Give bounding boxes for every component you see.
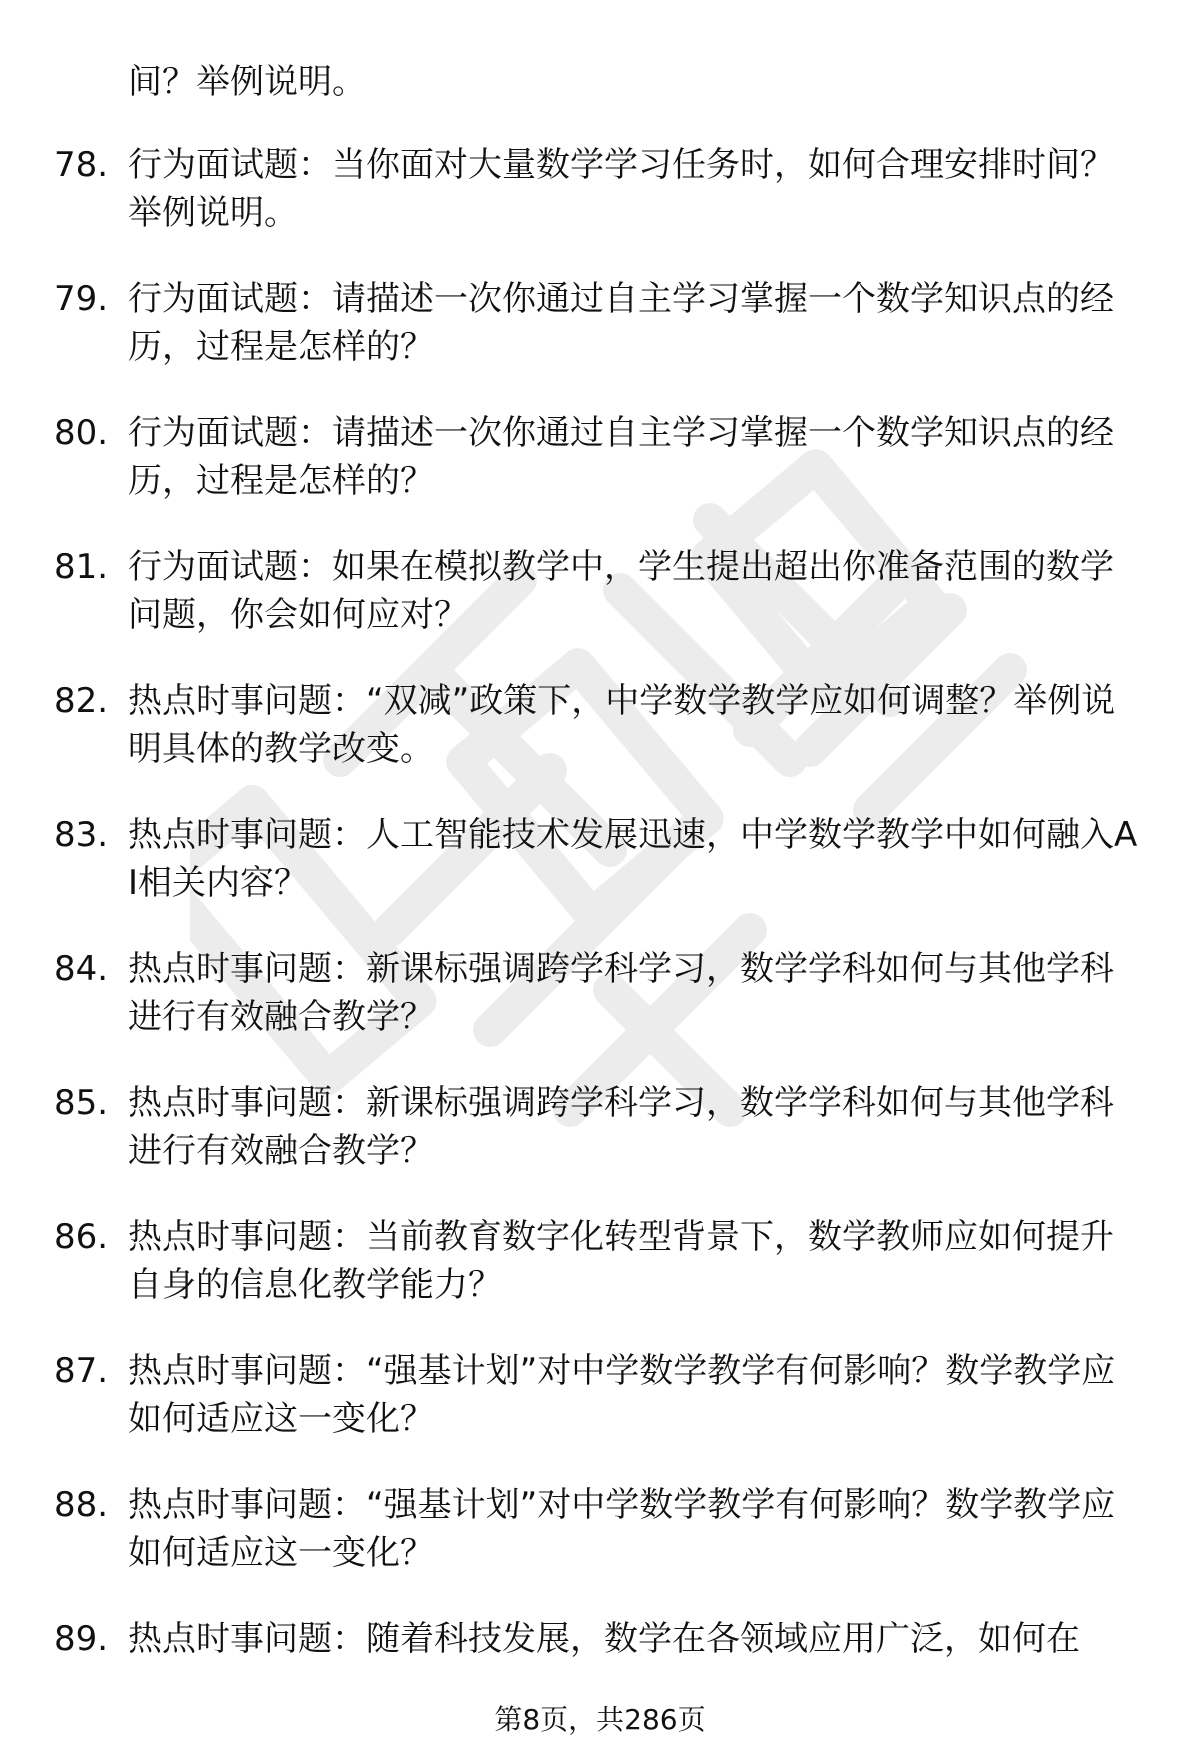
item-number: 83. — [54, 815, 109, 855]
list-item — [0, 141, 1200, 275]
item-text: 行为面试题：请描述一次你通过自主学习掌握一个数学知识点的经历，过程是怎样的？ — [128, 279, 1114, 367]
list-item — [0, 1481, 1200, 1615]
item-number: 85. — [54, 1083, 109, 1123]
item-text: 热点时事问题：当前教育数字化转型背景下，数学教师应如何提升自身的信息化教学能力？ — [128, 1217, 1114, 1305]
item-number: 78. — [54, 145, 109, 185]
item-number: 88. — [54, 1485, 109, 1525]
item-number: 79. — [54, 279, 109, 319]
item-number: 82. — [54, 681, 109, 721]
list-item — [0, 275, 1200, 409]
list-item — [0, 1213, 1200, 1347]
item-text: 行为面试题：如果在模拟教学中，学生提出超出你准备范围的数学问题，你会如何应对？ — [128, 547, 1114, 635]
list-item — [0, 811, 1200, 945]
item-text: 行为面试题：请描述一次你通过自主学习掌握一个数学知识点的经历，过程是怎样的？ — [128, 413, 1114, 501]
list-item — [0, 677, 1200, 811]
item-number: 86. — [54, 1217, 109, 1257]
page-footer: 第8页，共286页 — [494, 1703, 706, 1736]
item-number: 81. — [54, 547, 109, 587]
list-item — [0, 1347, 1200, 1481]
item-number: 89. — [54, 1619, 109, 1659]
question-list — [0, 141, 1200, 1749]
list-item — [0, 1079, 1200, 1213]
item-number: 84. — [54, 949, 109, 989]
item-number: 87. — [54, 1351, 109, 1391]
list-item — [0, 409, 1200, 543]
item-text: 热点时事问题：人工智能技术发展迅速，中学数学教学中如何融入AI相关内容？ — [128, 815, 1138, 903]
item-text: 热点时事问题：“强基计划”对中学数学教学有何影响？数学教学应如何适应这一变化？ — [128, 1351, 1116, 1439]
item-text: 行为面试题：当你面对大量数学学习任务时，如何合理安排时间？举例说明。 — [128, 145, 1114, 233]
continuation-text: 间？举例说明。 — [128, 62, 366, 102]
list-item — [0, 543, 1200, 677]
item-text: 热点时事问题：新课标强调跨学科学习，数学学科如何与其他学科进行有效融合教学？ — [128, 949, 1114, 1037]
item-text: 热点时事问题：随着科技发展，数学在各领域应用广泛，如何在 — [128, 1619, 1080, 1659]
item-text: 热点时事问题：“双减”政策下，中学数学教学应如何调整？举例说明具体的教学改变。 — [128, 681, 1116, 769]
item-number: 80. — [54, 413, 109, 453]
list-item — [0, 945, 1200, 1079]
item-text: 热点时事问题：“强基计划”对中学数学教学有何影响？数学教学应如何适应这一变化？ — [128, 1485, 1116, 1573]
item-text: 热点时事问题：新课标强调跨学科学习，数学学科如何与其他学科进行有效融合教学？ — [128, 1083, 1114, 1171]
